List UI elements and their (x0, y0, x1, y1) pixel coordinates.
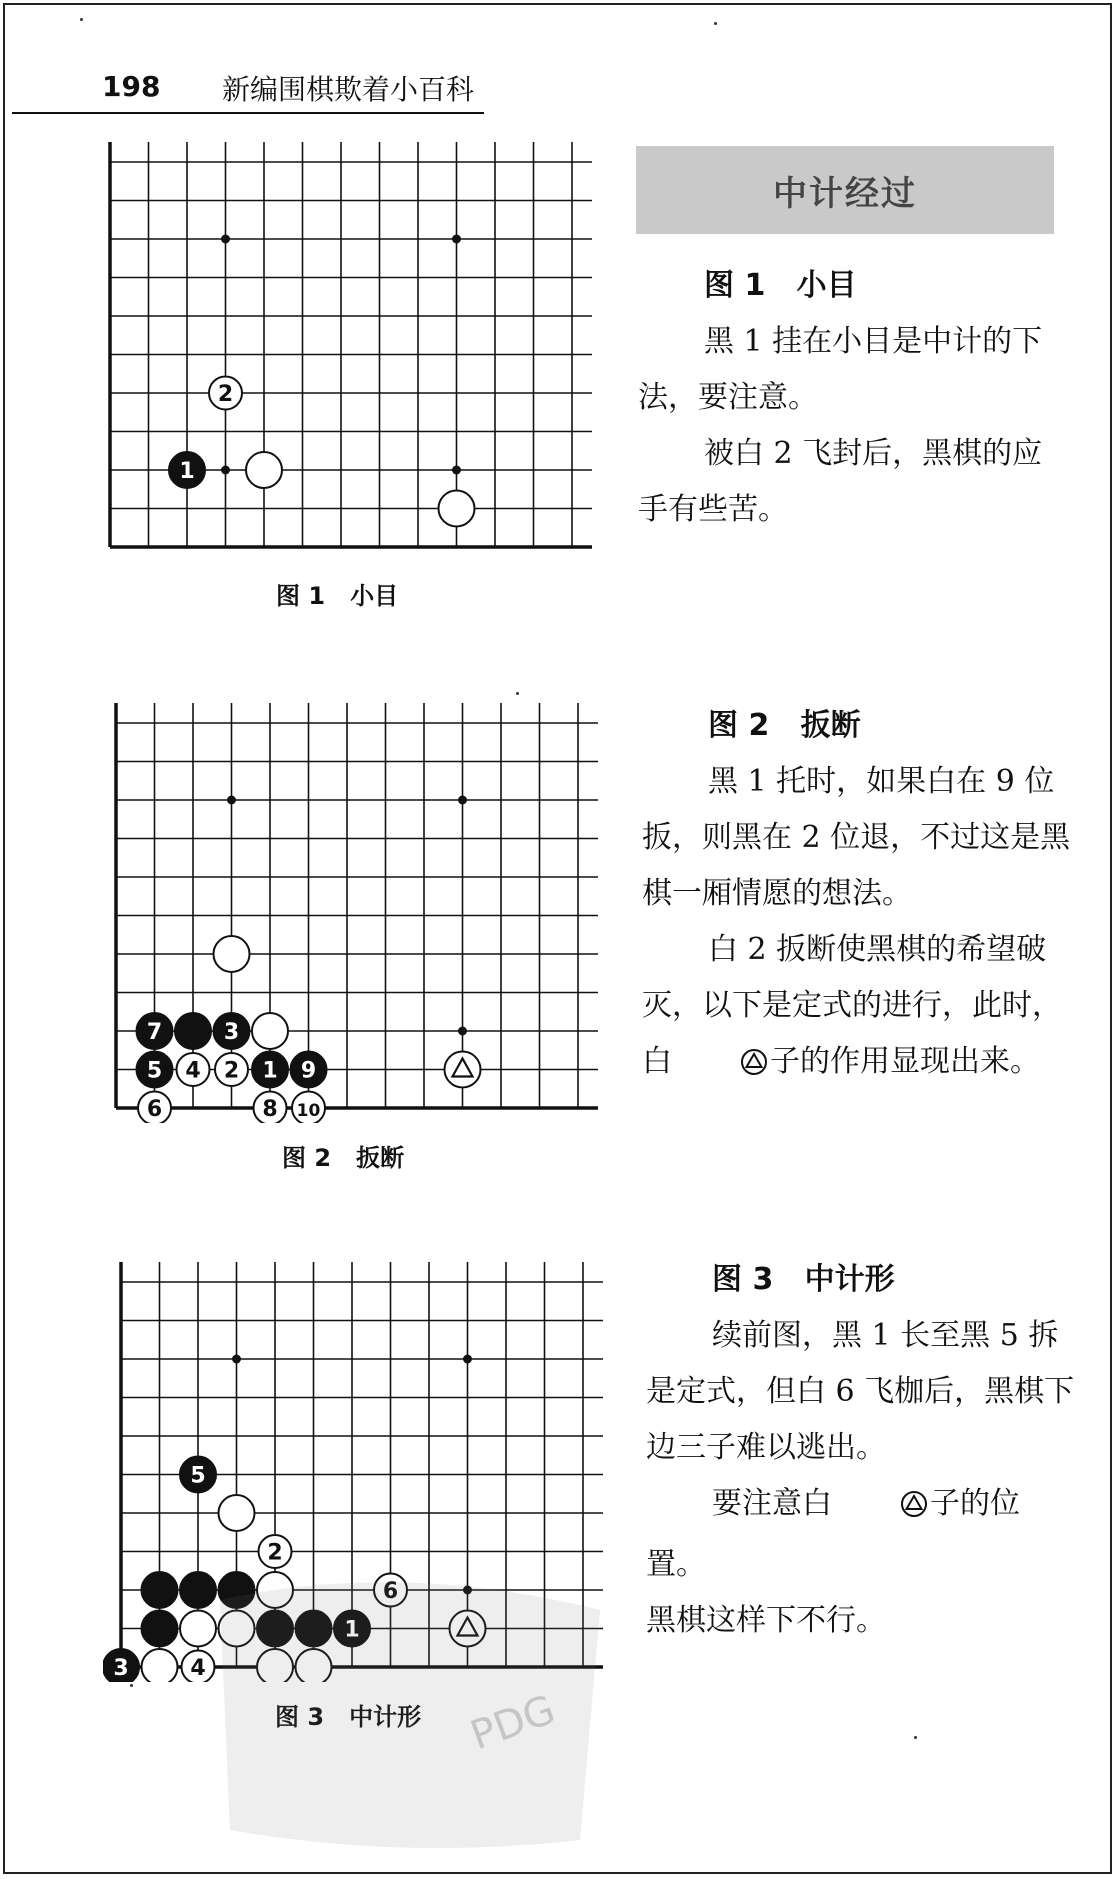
black-stone (219, 1572, 255, 1608)
white-stone (177, 1053, 210, 1086)
paragraph (642, 922, 1072, 1095)
speck (516, 692, 519, 695)
paragraph-text: 白 2 扳断使黑棋的希望破灭，以下是定式的进行， (642, 932, 1047, 1023)
black-stone (252, 1052, 288, 1088)
white-stone (138, 1092, 171, 1124)
black-stone (137, 1013, 173, 1049)
section-title: 中计经过 (773, 173, 917, 214)
speck (714, 22, 717, 25)
go-board-figure-2 (98, 703, 598, 1123)
svg-text:2: 2 (223, 1058, 240, 1084)
svg-text:2: 2 (217, 382, 234, 407)
black-stone (142, 1611, 178, 1647)
paragraph-text: 此时，白 (642, 988, 1062, 1079)
star-point (221, 235, 230, 244)
go-board-figure-3 (103, 1262, 603, 1682)
black-stone (175, 1013, 211, 1049)
paragraph: 被白 2 飞封后，黑棋的应手有些苦。 (638, 436, 1043, 527)
white-stone (259, 1535, 292, 1568)
paragraph: 续前图，黑 1 长至黑 5 拆是定式，但白 6 飞枷后，黑棋下边三子难以逃出。 (646, 1318, 1075, 1465)
paragraph (646, 1476, 1076, 1593)
svg-text:5: 5 (190, 1463, 206, 1489)
board-svg (92, 142, 592, 562)
white-stone (254, 1092, 287, 1124)
star-point (458, 796, 467, 805)
watermark-text: PDG (464, 1686, 562, 1760)
white-stone (257, 1649, 293, 1682)
svg-text:8: 8 (262, 1097, 278, 1122)
board-svg (98, 703, 598, 1123)
white-stone (219, 1495, 255, 1531)
heading-figure-1: 图 1 小目 (704, 268, 857, 303)
svg-text:7: 7 (146, 1020, 163, 1045)
page-header (12, 62, 484, 114)
star-point (458, 1027, 467, 1036)
section-title-box (636, 146, 1054, 234)
star-point (452, 466, 461, 475)
white-stone (142, 1649, 178, 1682)
white-stone (374, 1574, 407, 1607)
speck (130, 1684, 133, 1687)
paragraph-text: 要注意白 (712, 1486, 832, 1521)
black-stone (142, 1572, 178, 1608)
star-point (463, 1586, 472, 1595)
heading-figure-2: 图 2 扳断 (708, 708, 861, 743)
svg-text:1: 1 (179, 459, 195, 484)
svg-text:3: 3 (113, 1656, 129, 1681)
svg-text:6: 6 (382, 1579, 399, 1604)
white-stone (257, 1572, 293, 1608)
board-svg (103, 1262, 603, 1682)
black-stone (180, 1572, 216, 1608)
white-stone (219, 1611, 255, 1647)
speck (914, 1736, 917, 1739)
caption-figure-1: 图 1 小目 (276, 582, 399, 610)
svg-text:3: 3 (223, 1020, 240, 1045)
text-figure-2 (642, 698, 1072, 1095)
black-stone (296, 1611, 332, 1647)
black-stone (257, 1611, 293, 1647)
black-stone (169, 452, 205, 488)
white-triangle-stone-icon (834, 1481, 928, 1537)
star-point (221, 466, 230, 475)
svg-text:9: 9 (300, 1058, 317, 1084)
go-board-figure-1 (92, 142, 592, 562)
paragraph-text: 子的作用显现出来。 (770, 1044, 1040, 1079)
star-point (452, 235, 461, 244)
paragraph: 黑棋这样下不行。 (646, 1603, 886, 1638)
svg-text:10: 10 (296, 1101, 321, 1121)
black-stone (180, 1457, 216, 1493)
svg-text:4: 4 (190, 1656, 206, 1681)
speck (80, 18, 83, 21)
white-stone (180, 1611, 216, 1647)
white-triangle-stone-icon (674, 1039, 768, 1095)
black-stone (291, 1052, 327, 1088)
star-point (227, 796, 236, 805)
white-stone (292, 1092, 325, 1124)
caption-figure-3: 图 3 中计形 (275, 1703, 422, 1731)
text-figure-1 (638, 258, 1068, 538)
white-stone (296, 1649, 332, 1682)
white-stone (209, 377, 242, 410)
white-stone (182, 1651, 215, 1683)
svg-text:4: 4 (185, 1058, 201, 1084)
heading-figure-3: 图 3 中计形 (712, 1262, 895, 1297)
svg-text:6: 6 (146, 1097, 163, 1122)
book-title: 新编围棋欺着小百科 (222, 73, 475, 106)
white-stone (214, 936, 250, 972)
white-stone (450, 1611, 486, 1647)
text-figure-3 (646, 1252, 1076, 1649)
svg-text:5: 5 (146, 1058, 163, 1084)
white-stone (439, 491, 475, 527)
white-stone (252, 1013, 288, 1049)
paragraph: 黑 1 挂在小目是中计的下法，要注意。 (638, 324, 1043, 415)
white-stone (445, 1052, 481, 1088)
black-stone (103, 1649, 139, 1682)
star-point (463, 1355, 472, 1364)
caption-figure-2: 图 2 扳断 (282, 1144, 405, 1172)
svg-text:1: 1 (344, 1617, 360, 1643)
star-point (232, 1355, 241, 1364)
white-stone (246, 452, 282, 488)
svg-text:1: 1 (262, 1058, 278, 1084)
page-number: 198 (102, 70, 161, 103)
white-stone (215, 1053, 248, 1086)
black-stone (214, 1013, 250, 1049)
svg-text:2: 2 (267, 1540, 283, 1566)
black-stone (334, 1611, 370, 1647)
paragraph: 黑 1 托时，如果白在 9 位扳，则黑在 2 位退，不过这是黑棋一厢情愿的想法。 (642, 764, 1071, 911)
paragraph-text: 子的位置。 (646, 1486, 1020, 1582)
black-stone (137, 1052, 173, 1088)
